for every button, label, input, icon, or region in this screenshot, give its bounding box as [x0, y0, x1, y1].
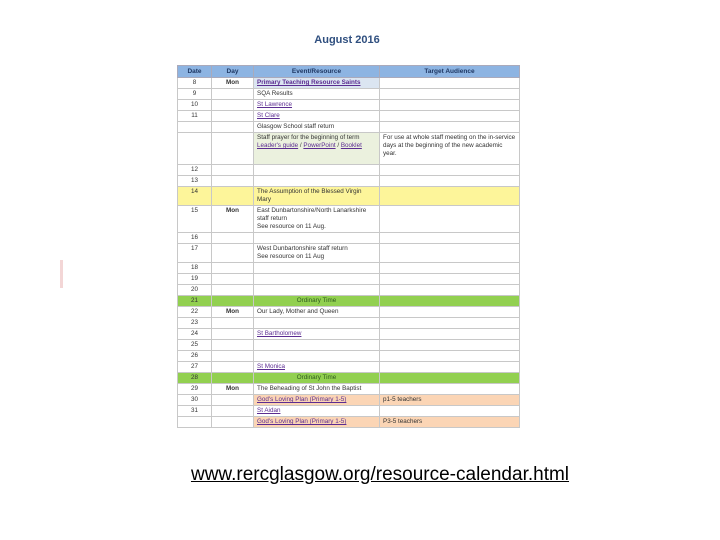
row-date: 31 [178, 406, 212, 417]
table-row [178, 340, 520, 351]
table-row [178, 206, 520, 233]
row-date [178, 417, 212, 428]
table-row [178, 417, 520, 428]
row-day [212, 89, 254, 100]
row-audience: P3-5 teachers [380, 417, 520, 428]
row-audience [380, 329, 520, 340]
row-audience [380, 233, 520, 244]
leaders-guide-link[interactable]: Leader's guide [257, 142, 299, 149]
row-date: 28 [178, 373, 212, 384]
powerpoint-link[interactable]: PowerPoint [303, 142, 336, 149]
row-audience [380, 285, 520, 296]
header-date: Date [178, 66, 212, 78]
row-date: 10 [178, 100, 212, 111]
row-event [254, 206, 380, 233]
row-event [254, 340, 380, 351]
event-link[interactable]: St Aidan [257, 407, 281, 414]
row-event [254, 89, 380, 100]
row-date: 14 [178, 187, 212, 206]
row-date: 17 [178, 244, 212, 263]
table-row [178, 187, 520, 206]
table-row [178, 133, 520, 165]
calendar-url-link[interactable]: www.rercglasgow.org/resource-calendar.html [190, 464, 570, 485]
table-row [178, 307, 520, 318]
row-audience [380, 165, 520, 176]
row-audience [380, 100, 520, 111]
row-day [212, 176, 254, 187]
row-day [212, 133, 254, 165]
event-text: SQA Results [257, 90, 293, 97]
row-date: 23 [178, 318, 212, 329]
event-link[interactable]: God's Loving Plan (Primary 1-5) [257, 418, 347, 425]
event-link[interactable]: St Clare [257, 112, 280, 119]
row-audience [380, 122, 520, 133]
row-audience [380, 307, 520, 318]
row-audience [380, 274, 520, 285]
row-date: 9 [178, 89, 212, 100]
table-row [178, 362, 520, 373]
table-row [178, 165, 520, 176]
row-day [212, 340, 254, 351]
row-day: Mon [212, 206, 254, 233]
table-header-row [178, 66, 520, 78]
row-day [212, 100, 254, 111]
row-day: Mon [212, 78, 254, 89]
row-event [254, 100, 380, 111]
row-date: 25 [178, 340, 212, 351]
link-separator: / [335, 142, 341, 149]
table-row [178, 406, 520, 417]
row-event [254, 395, 380, 406]
row-day [212, 318, 254, 329]
row-event [254, 318, 380, 329]
row-day [212, 296, 254, 307]
event-text: Staff prayer for the beginning of term [257, 134, 360, 141]
row-event [254, 351, 380, 362]
row-day [212, 285, 254, 296]
row-audience: For use at whole staff meeting on the in-service days at the beginning of the new academic year. [380, 133, 520, 165]
event-link[interactable]: St Bartholomew [257, 330, 302, 337]
row-day [212, 417, 254, 428]
row-date: 11 [178, 111, 212, 122]
row-day [212, 395, 254, 406]
table-row [178, 296, 520, 307]
row-audience [380, 89, 520, 100]
table-row [178, 176, 520, 187]
table-row [178, 100, 520, 111]
row-date: 24 [178, 329, 212, 340]
event-link[interactable]: Primary Teaching Resource Saints [257, 79, 361, 86]
table-row [178, 89, 520, 100]
row-day [212, 233, 254, 244]
row-day [212, 263, 254, 274]
row-audience [380, 206, 520, 233]
row-date: 18 [178, 263, 212, 274]
table-row [178, 233, 520, 244]
row-event [254, 133, 380, 165]
row-audience [380, 340, 520, 351]
row-day [212, 373, 254, 384]
row-audience: p1-5 teachers [380, 395, 520, 406]
event-note: See resource on 11 Aug. [257, 223, 326, 230]
event-link[interactable]: St Lawrence [257, 101, 293, 108]
row-audience [380, 318, 520, 329]
row-day [212, 362, 254, 373]
row-date: 19 [178, 274, 212, 285]
event-text: East Dunbartonshire/North Lanarkshire staff return [257, 207, 367, 222]
row-event: Ordinary Time [254, 296, 380, 307]
header-audience: Target Audience [380, 66, 520, 78]
row-event: Ordinary Time [254, 373, 380, 384]
table-row [178, 111, 520, 122]
row-date: 29 [178, 384, 212, 395]
event-link[interactable]: God's Loving Plan (Primary 1-5) [257, 396, 347, 403]
row-date: 12 [178, 165, 212, 176]
row-audience [380, 111, 520, 122]
decorative-mark [60, 260, 63, 288]
row-day [212, 406, 254, 417]
row-date: 21 [178, 296, 212, 307]
row-event [254, 233, 380, 244]
table-row [178, 244, 520, 263]
row-event [254, 165, 380, 176]
row-date: 8 [178, 78, 212, 89]
event-link[interactable]: St Monica [257, 363, 285, 370]
table-row [178, 318, 520, 329]
row-audience [380, 296, 520, 307]
resource-calendar-table [177, 65, 520, 428]
row-day [212, 165, 254, 176]
table-row [178, 285, 520, 296]
event-text: Glasgow School staff return [257, 123, 335, 130]
row-event [254, 176, 380, 187]
row-date: 22 [178, 307, 212, 318]
row-event [254, 285, 380, 296]
row-event [254, 417, 380, 428]
booklet-link[interactable]: Booklet [340, 142, 362, 149]
row-date: 16 [178, 233, 212, 244]
row-audience [380, 263, 520, 274]
row-day [212, 274, 254, 285]
table-row [178, 329, 520, 340]
row-event [254, 362, 380, 373]
row-event: The Assumption of the Blessed Virgin Mary [254, 187, 380, 206]
row-event [254, 122, 380, 133]
row-audience [380, 244, 520, 263]
row-audience [380, 406, 520, 417]
row-event [254, 78, 380, 89]
table-row [178, 351, 520, 362]
row-audience [380, 362, 520, 373]
table-row [178, 263, 520, 274]
table-row [178, 122, 520, 133]
row-audience [380, 373, 520, 384]
row-date: 20 [178, 285, 212, 296]
row-day [212, 351, 254, 362]
row-day [212, 244, 254, 263]
table-row [178, 384, 520, 395]
row-audience [380, 187, 520, 206]
row-event [254, 274, 380, 285]
row-event [254, 263, 380, 274]
table-row [178, 373, 520, 384]
table-row [178, 395, 520, 406]
row-day: Mon [212, 307, 254, 318]
calendar-title: August 2016 [314, 34, 380, 46]
row-day: Mon [212, 384, 254, 395]
table-row [178, 78, 520, 89]
row-event [254, 244, 380, 263]
row-date: 13 [178, 176, 212, 187]
row-date [178, 122, 212, 133]
row-date: 30 [178, 395, 212, 406]
table-row [178, 274, 520, 285]
row-audience [380, 384, 520, 395]
row-day [212, 329, 254, 340]
link-separator: / [298, 142, 304, 149]
row-day [212, 122, 254, 133]
header-event: Event/Resource [254, 66, 380, 78]
row-event [254, 111, 380, 122]
row-day [212, 111, 254, 122]
header-day: Day [212, 66, 254, 78]
row-audience [380, 176, 520, 187]
row-date: 26 [178, 351, 212, 362]
row-date [178, 133, 212, 165]
row-date: 15 [178, 206, 212, 233]
row-day [212, 187, 254, 206]
row-audience [380, 78, 520, 89]
row-date: 27 [178, 362, 212, 373]
row-event [254, 406, 380, 417]
row-event: The Beheading of St John the Baptist [254, 384, 380, 395]
event-text: West Dunbartonshire staff return [257, 245, 348, 252]
row-event [254, 329, 380, 340]
row-audience [380, 351, 520, 362]
row-event: Our Lady, Mother and Queen [254, 307, 380, 318]
event-note: See resource on 11 Aug [257, 253, 325, 260]
